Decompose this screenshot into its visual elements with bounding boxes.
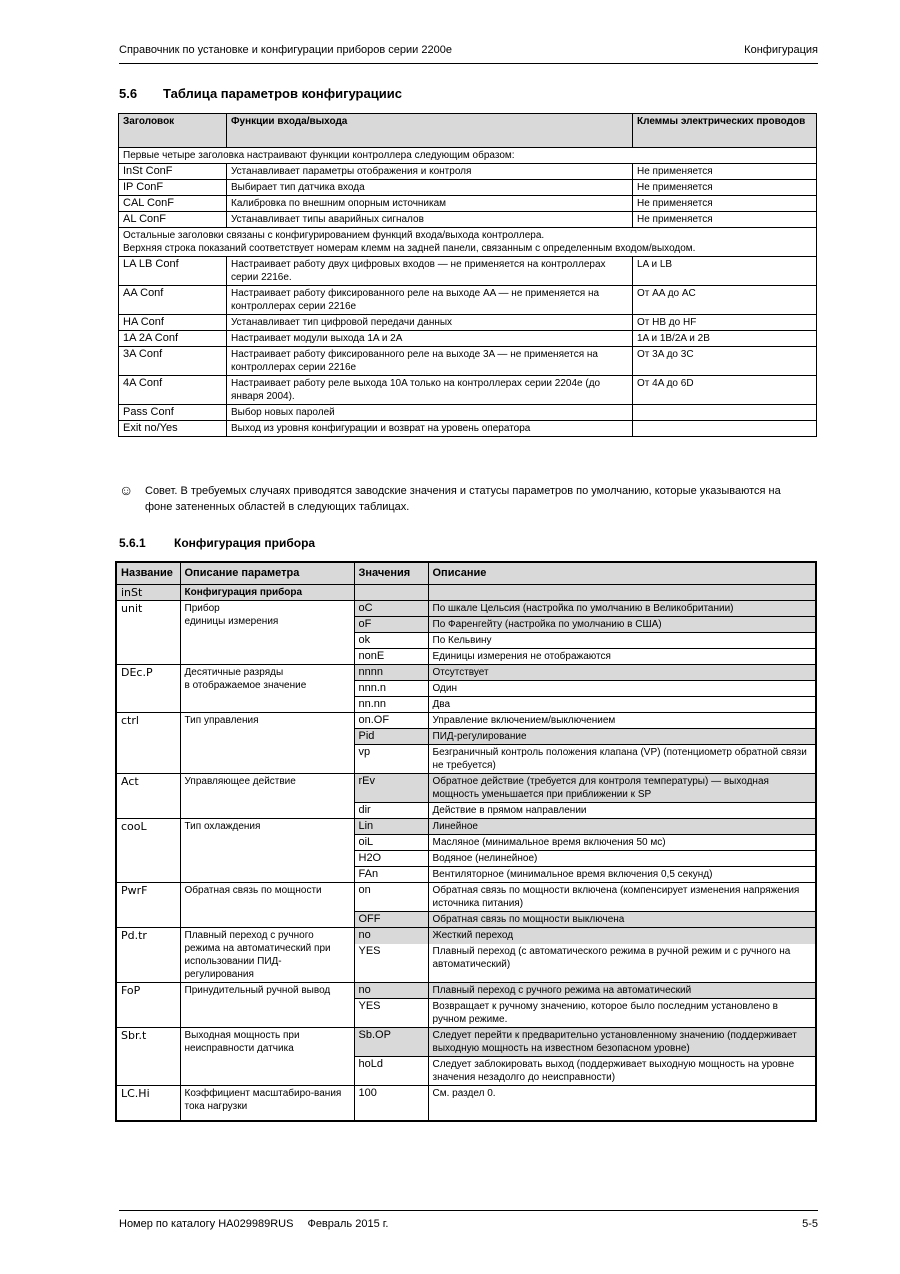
row-code: 1A 2A Conf bbox=[119, 331, 227, 347]
row-terminals: От HB до HF bbox=[633, 315, 817, 331]
row-terminals: LA и LB bbox=[633, 257, 817, 286]
value-desc: Обратная связь по мощности выключена bbox=[428, 911, 816, 927]
row-terminals: От AA до AC bbox=[633, 286, 817, 315]
table-row bbox=[119, 376, 817, 405]
header-chapter: Конфигурация bbox=[744, 44, 818, 56]
table-row bbox=[119, 212, 817, 228]
row-terminals: От 4A до 6D bbox=[633, 376, 817, 405]
value-desc: Обратная связь по мощности включена (компенсирует изменения напряжения источника питания) bbox=[428, 882, 816, 911]
col-description: Описание bbox=[428, 562, 816, 584]
value-desc: Обратное действие (требуется для контроля температуры) — выходная мощность уменьшается при приближении к SP bbox=[428, 773, 816, 802]
row-code: Exit no/Yes bbox=[119, 421, 227, 437]
param-value: nnnn bbox=[354, 664, 428, 680]
row-function: Настраивает модули выхода 1A и 2A bbox=[227, 331, 633, 347]
param-value: on bbox=[354, 882, 428, 911]
table-row bbox=[116, 664, 816, 680]
table-row bbox=[116, 982, 816, 998]
row-code: InSt ConF bbox=[119, 164, 227, 180]
table-row bbox=[116, 1085, 816, 1121]
param-value: oF bbox=[354, 616, 428, 632]
header-doc-title: Справочник по установке и конфигурации приборов серии 2200e bbox=[119, 44, 452, 56]
param-value: no bbox=[354, 982, 428, 998]
col-terminals: Клеммы электрических проводов bbox=[633, 114, 817, 148]
param-value: hoLd bbox=[354, 1056, 428, 1085]
value-desc: Следует заблокировать выход (поддерживает выходную мощность на уровне значения незадолго до неисправности) bbox=[428, 1056, 816, 1085]
row-function: Калибровка по внешним опорным источникам bbox=[227, 196, 633, 212]
table-row bbox=[119, 257, 817, 286]
catalog-number: Номер по каталогу HA029989RUS bbox=[119, 1218, 294, 1230]
table-header-row bbox=[116, 562, 816, 584]
row-terminals: Не применяется bbox=[633, 212, 817, 228]
param-value: 100 bbox=[354, 1085, 428, 1121]
param-value: OFF bbox=[354, 911, 428, 927]
param-value: oC bbox=[354, 600, 428, 616]
param-code: DEc.P bbox=[116, 664, 180, 712]
param-desc: Десятичные разряды в отображаемое значение bbox=[180, 664, 354, 712]
param-value: ok bbox=[354, 632, 428, 648]
row-function: Устанавливает параметры отображения и контроля bbox=[227, 164, 633, 180]
row-terminals: 1A и 1B/2A и 2B bbox=[633, 331, 817, 347]
row-code: LA LB Conf bbox=[119, 257, 227, 286]
table-row bbox=[116, 712, 816, 728]
value-desc: Один bbox=[428, 680, 816, 696]
value-desc: Водяное (нелинейное) bbox=[428, 850, 816, 866]
row-function: Настраивает работу фиксированного реле на выходе AA — не применяется на контроллерах серии 2216e bbox=[227, 286, 633, 315]
param-desc: Прибор единицы измерения bbox=[180, 600, 354, 664]
section-number: 5.6 bbox=[119, 86, 138, 101]
param-value: YES bbox=[354, 998, 428, 1027]
value-desc: По Кельвину bbox=[428, 632, 816, 648]
row-function: Выбирает тип датчика входа bbox=[227, 180, 633, 196]
param-code: FoP bbox=[116, 982, 180, 1027]
param-value: Sb.OP bbox=[354, 1027, 428, 1056]
table-row bbox=[119, 315, 817, 331]
table-row bbox=[116, 882, 816, 911]
publish-date: Февраль 2015 г. bbox=[307, 1218, 389, 1230]
row-terminals: Не применяется bbox=[633, 196, 817, 212]
table-row bbox=[119, 164, 817, 180]
table-row bbox=[116, 773, 816, 802]
page-header bbox=[119, 42, 818, 64]
row-code: 4A Conf bbox=[119, 376, 227, 405]
param-code: LC.Hi bbox=[116, 1085, 180, 1121]
value-desc: Безграничный контроль положения клапана (VP) (потенциометр обратной связи не требуется) bbox=[428, 744, 816, 773]
row-function: Настраивает работу фиксированного реле на выходе 3A — не применяется на контроллерах серии 2216e bbox=[227, 347, 633, 376]
col-function: Функции входа/выхода bbox=[227, 114, 633, 148]
instrument-config-table bbox=[115, 561, 817, 1122]
param-desc: Коэффициент масштабиро-вания тока нагрузки bbox=[180, 1085, 354, 1121]
group-row bbox=[116, 584, 816, 600]
value-desc: Плавный переход с ручного режима на автоматический bbox=[428, 982, 816, 998]
row-code: 3A Conf bbox=[119, 347, 227, 376]
row-function: Настраивает работу реле выхода 10A только на контроллерах серии 2204e (до января 2004). bbox=[227, 376, 633, 405]
param-desc: Тип управления bbox=[180, 712, 354, 773]
section-title: Таблица параметров конфигурациис bbox=[163, 86, 402, 101]
value-desc: Действие в прямом направлении bbox=[428, 802, 816, 818]
table-row bbox=[119, 405, 817, 421]
param-value: no bbox=[354, 927, 428, 944]
table-row bbox=[119, 180, 817, 196]
value-desc: Линейное bbox=[428, 818, 816, 834]
param-desc: Принудительный ручной вывод bbox=[180, 982, 354, 1027]
table-row bbox=[116, 1027, 816, 1056]
config-headers-table bbox=[118, 113, 817, 437]
table-row bbox=[119, 331, 817, 347]
row-terminals: От 3A до 3C bbox=[633, 347, 817, 376]
param-code: PwrF bbox=[116, 882, 180, 927]
param-value: on.OF bbox=[354, 712, 428, 728]
param-value: Pid bbox=[354, 728, 428, 744]
tip-text: Совет. В требуемых случаях приводятся заводские значения и статусы параметров по умолчанию, которые указываются на фоне затененных областей в следующих таблицах. bbox=[145, 485, 781, 513]
table-note bbox=[119, 228, 817, 257]
table-row bbox=[116, 818, 816, 834]
param-desc: Обратная связь по мощности bbox=[180, 882, 354, 927]
col-values: Значения bbox=[354, 562, 428, 584]
value-desc: Вентиляторное (минимальное время включения 0,5 секунд) bbox=[428, 866, 816, 882]
table-row bbox=[119, 347, 817, 376]
param-value: H2O bbox=[354, 850, 428, 866]
param-code: Act bbox=[116, 773, 180, 818]
value-desc: По Фаренгейту (настройка по умолчанию в США) bbox=[428, 616, 816, 632]
table-row bbox=[119, 196, 817, 212]
param-value: oiL bbox=[354, 834, 428, 850]
value-desc: Управление включением/выключением bbox=[428, 712, 816, 728]
row-terminals bbox=[633, 421, 817, 437]
row-code: Pass Conf bbox=[119, 405, 227, 421]
group-code: inSt bbox=[116, 584, 180, 600]
value-desc: Единицы измерения не отображаются bbox=[428, 648, 816, 664]
subsection-number: 5.6.1 bbox=[119, 536, 146, 550]
col-param-desc: Описание параметра bbox=[180, 562, 354, 584]
param-desc: Плавный переход с ручного режима на автоматический при использовании ПИД-регулирования bbox=[180, 927, 354, 982]
row-function: Выход из уровня конфигурации и возврат на уровень оператора bbox=[227, 421, 633, 437]
param-value: FAn bbox=[354, 866, 428, 882]
row-code: AL ConF bbox=[119, 212, 227, 228]
param-value: YES bbox=[354, 944, 428, 982]
param-value: nonE bbox=[354, 648, 428, 664]
value-desc: Жесткий переход bbox=[428, 927, 816, 944]
note-line: Остальные заголовки связаны с конфигурированием функций входа/выхода контроллера. bbox=[123, 230, 545, 241]
row-function: Устанавливает типы аварийных сигналов bbox=[227, 212, 633, 228]
subsection-title: Конфигурация прибора bbox=[174, 536, 316, 550]
value-desc: См. раздел 0. bbox=[428, 1085, 816, 1121]
param-code: unit bbox=[116, 600, 180, 664]
value-desc: ПИД-регулирование bbox=[428, 728, 816, 744]
note-line: Верхняя строка показаний соответствует номерам клемм на задней панели, связанным с определенным входом/выходом. bbox=[123, 243, 696, 254]
page-number: 5-5 bbox=[802, 1218, 818, 1230]
smiley-icon: ☺ bbox=[119, 482, 134, 498]
row-terminals bbox=[633, 405, 817, 421]
row-function: Настраивает работу двух цифровых входов — не применяется на контроллерах серии 2216e. bbox=[227, 257, 633, 286]
section-heading bbox=[119, 86, 402, 101]
page-footer bbox=[119, 1210, 818, 1234]
col-header: Заголовок bbox=[119, 114, 227, 148]
row-code: AA Conf bbox=[119, 286, 227, 315]
subsection-heading bbox=[119, 536, 315, 550]
value-desc: Масляное (минимальное время включения 50 мс) bbox=[428, 834, 816, 850]
row-function: Устанавливает тип цифровой передачи данных bbox=[227, 315, 633, 331]
col-name: Название bbox=[116, 562, 180, 584]
row-code: HA Conf bbox=[119, 315, 227, 331]
param-code: cooL bbox=[116, 818, 180, 882]
param-desc: Выходная мощность при неисправности датчика bbox=[180, 1027, 354, 1085]
param-value: nnn.n bbox=[354, 680, 428, 696]
group-label: Конфигурация прибора bbox=[180, 584, 354, 600]
row-terminals: Не применяется bbox=[633, 180, 817, 196]
table-row bbox=[116, 600, 816, 616]
value-desc: По шкале Цельсия (настройка по умолчанию в Великобритании) bbox=[428, 600, 816, 616]
table-row bbox=[116, 927, 816, 944]
param-value: Lin bbox=[354, 818, 428, 834]
value-desc: Следует перейти к предварительно установленному значению (поддерживает выходную мощность на известном безопасном уровне) bbox=[428, 1027, 816, 1056]
table-note: Первые четыре заголовка настраивают функции контроллера следующим образом: bbox=[119, 148, 817, 164]
value-desc: Возвращает к ручному значению, которое было последним установлено в ручном режиме. bbox=[428, 998, 816, 1027]
param-value: vp bbox=[354, 744, 428, 773]
param-desc: Тип охлаждения bbox=[180, 818, 354, 882]
table-row bbox=[119, 421, 817, 437]
value-desc: Отсутствует bbox=[428, 664, 816, 680]
param-code: Sbr.t bbox=[116, 1027, 180, 1085]
row-code: CAL ConF bbox=[119, 196, 227, 212]
param-value: nn.nn bbox=[354, 696, 428, 712]
param-value: dir bbox=[354, 802, 428, 818]
value-desc: Два bbox=[428, 696, 816, 712]
value-desc: Плавный переход (с автоматического режима в ручной режим и с ручного на автоматический) bbox=[428, 944, 816, 982]
row-terminals: Не применяется bbox=[633, 164, 817, 180]
param-desc: Управляющее действие bbox=[180, 773, 354, 818]
row-function: Выбор новых паролей bbox=[227, 405, 633, 421]
param-code: ctrl bbox=[116, 712, 180, 773]
table-header-row bbox=[119, 114, 817, 148]
table-row bbox=[119, 286, 817, 315]
param-code: Pd.tr bbox=[116, 927, 180, 982]
param-value: rEv bbox=[354, 773, 428, 802]
row-code: IP ConF bbox=[119, 180, 227, 196]
